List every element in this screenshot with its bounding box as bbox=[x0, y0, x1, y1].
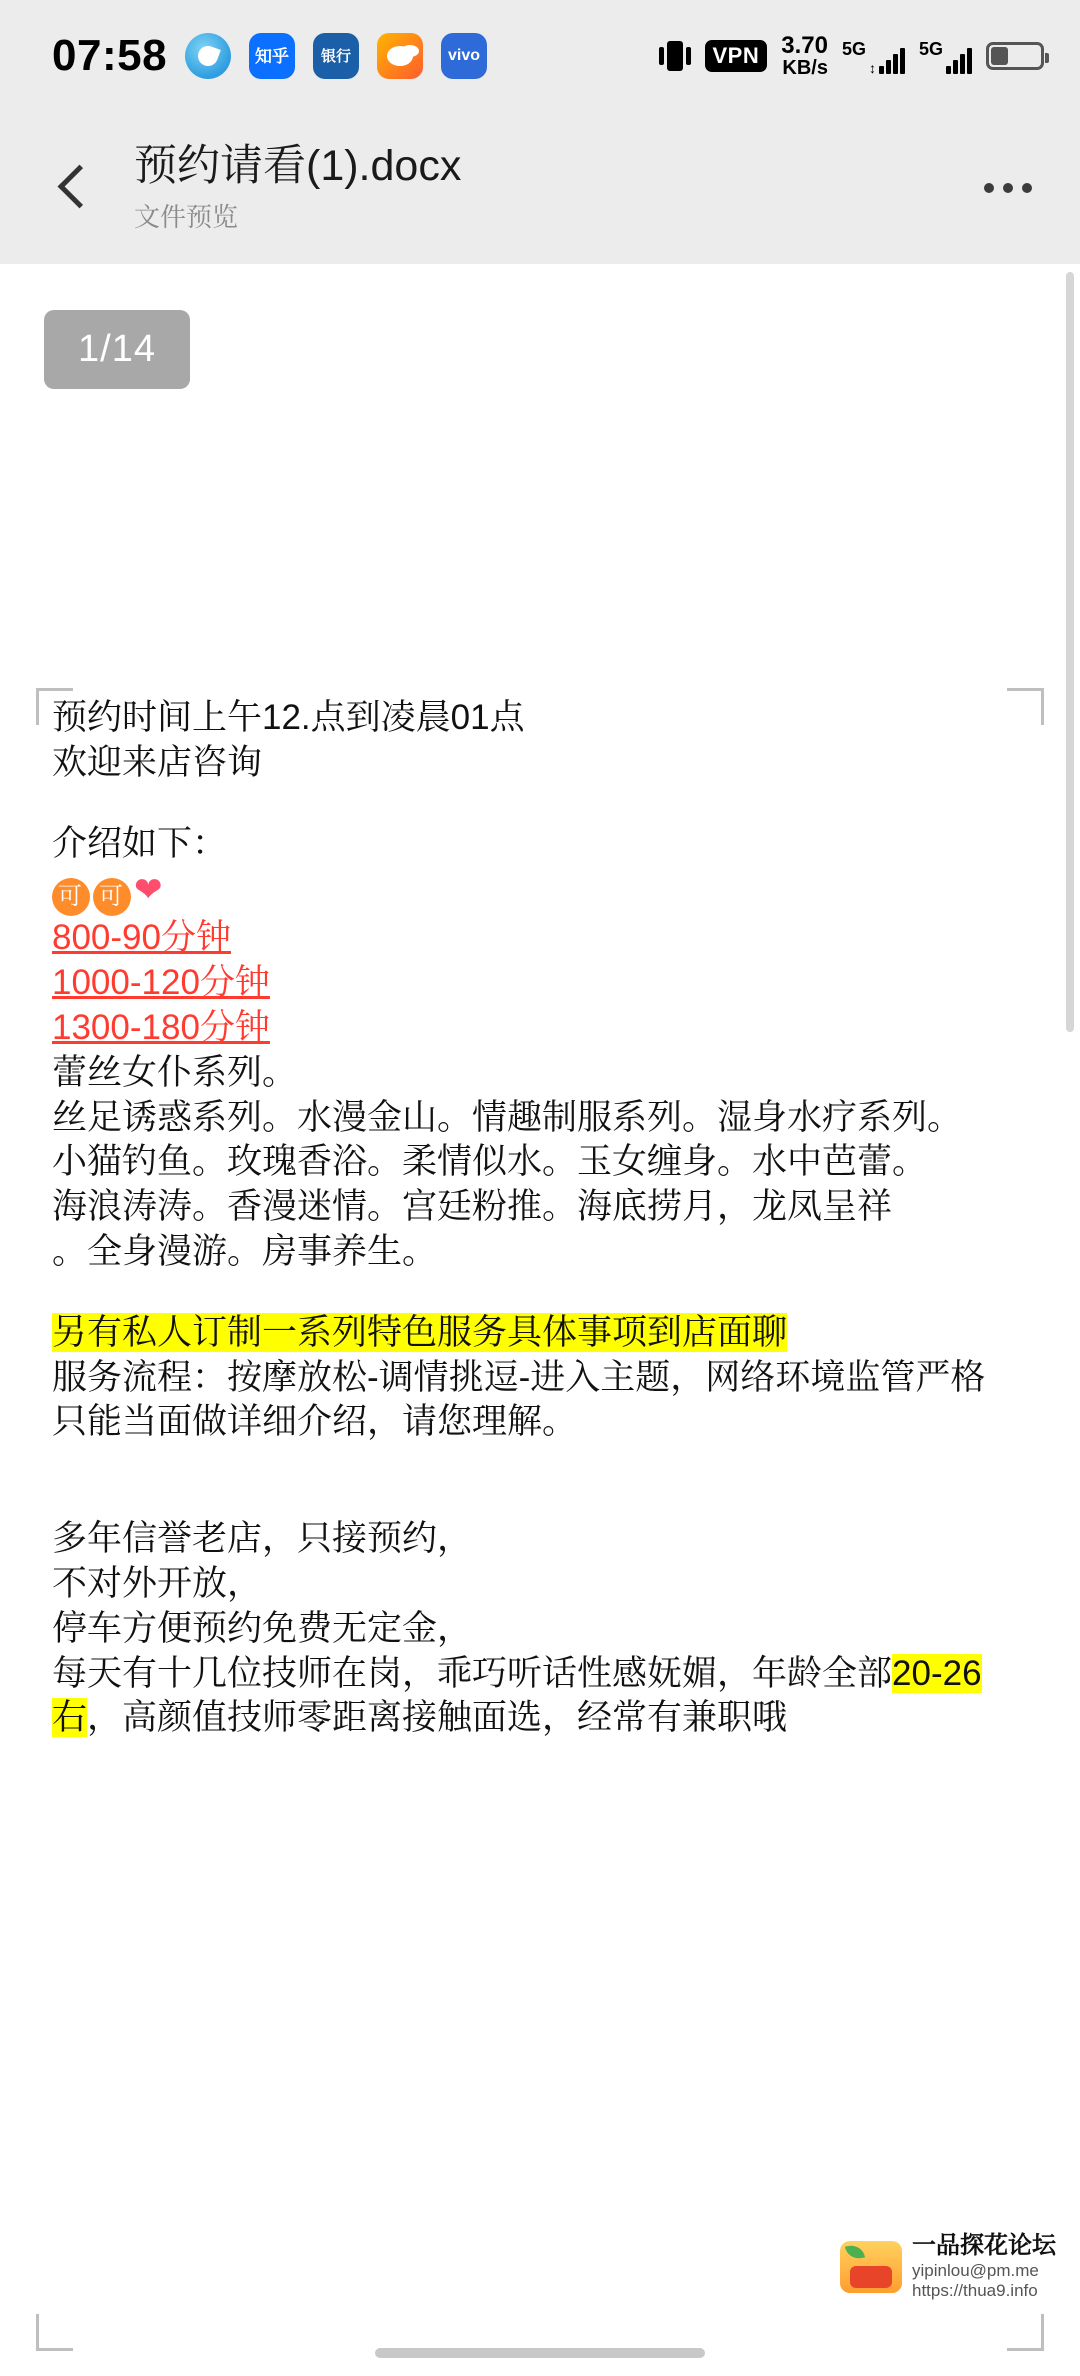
page-corner-bottom-left bbox=[36, 2314, 73, 2351]
signal-icon-sim1 bbox=[842, 39, 905, 74]
doc-line-11: 只能当面做详细介绍，请您理解。 bbox=[52, 1402, 578, 1442]
heart-icon: ❤ bbox=[134, 871, 165, 910]
vibrate-mode-icon bbox=[659, 41, 691, 71]
status-bar-right bbox=[659, 33, 1045, 79]
more-options-icon[interactable] bbox=[978, 165, 1038, 211]
browser-icon bbox=[185, 33, 231, 79]
doc-line-10: 服务流程：按摩放松-调情挑逗-进入主题，网络环境监管严格 bbox=[52, 1357, 986, 1397]
doc-price-line-3: 1300-180分钟 bbox=[52, 1007, 270, 1047]
app-header bbox=[0, 112, 1080, 264]
doc-line-1: 预约时间上午12.点到凌晨01点 bbox=[52, 698, 525, 737]
signal-sim2-label: 5G bbox=[918, 38, 943, 59]
vivo-icon: vivo bbox=[441, 33, 487, 79]
page-indicator-badge: 1/14 bbox=[44, 310, 190, 389]
doc-highlight-age: 20-26 bbox=[892, 1653, 982, 1693]
ke-badge-icon-2: 可 bbox=[93, 878, 131, 916]
doc-line-13: 不对外开放， bbox=[52, 1563, 263, 1603]
watermark-text bbox=[912, 2231, 1056, 2302]
signal-sim1-label: 5G bbox=[841, 38, 866, 59]
status-clock: 07:58 bbox=[52, 31, 168, 80]
zhihu-icon: 知乎 bbox=[249, 33, 295, 79]
watermark-title: 一品探花论坛 bbox=[912, 2232, 1056, 2260]
ke-badge-icon-1: 可 bbox=[52, 878, 90, 916]
battery-icon bbox=[986, 42, 1044, 70]
vertical-scrollbar[interactable] bbox=[1066, 272, 1074, 1032]
doc-highlight-line bbox=[52, 1311, 1080, 1356]
status-bar bbox=[0, 0, 1080, 112]
bank-app-icon: 银行 bbox=[313, 33, 359, 79]
doc-highlight-text-2: 右 bbox=[52, 1698, 88, 1738]
doc-blank-line-3 bbox=[52, 1445, 1080, 1481]
network-speed-unit: KB/s bbox=[782, 57, 828, 80]
watermark-logo-icon bbox=[840, 2241, 902, 2293]
network-speed-value: 3.70 bbox=[781, 31, 828, 59]
doc-line-16 bbox=[52, 1696, 1080, 1741]
data-arrows-icon: ↕ bbox=[868, 59, 876, 76]
doc-emoji-line bbox=[52, 866, 1080, 916]
watermark-url: https://thua9.info bbox=[912, 2281, 1038, 2301]
network-speed bbox=[781, 33, 828, 79]
page-title: 预约请看(1).docx bbox=[134, 141, 462, 190]
doc-highlight-text-1: 另有私人订制一系列特色服务具体事项到店面聊 bbox=[52, 1312, 788, 1352]
doc-line-12: 多年信誉老店，只接预约， bbox=[52, 1519, 473, 1559]
doc-line-4: 蕾丝女仆系列。 bbox=[52, 1052, 298, 1092]
signal-icon-sim2 bbox=[919, 39, 972, 74]
doc-line-8: 。全身漫游。房事养生。 bbox=[52, 1231, 438, 1271]
doc-line-3: 介绍如下： bbox=[52, 823, 228, 863]
document-preview[interactable] bbox=[0, 264, 1080, 2376]
status-bar-left bbox=[52, 31, 487, 81]
home-indicator[interactable] bbox=[375, 2348, 705, 2358]
signal-bars-sim1 bbox=[879, 48, 905, 74]
doc-line-14: 停车方便预约免费无定金， bbox=[52, 1608, 473, 1648]
back-icon[interactable] bbox=[46, 159, 104, 217]
page-subtitle: 文件预览 bbox=[134, 202, 239, 233]
doc-price-line-1: 800-90分钟 bbox=[52, 918, 231, 958]
doc-line-7: 海浪涛涛。香漫迷情。宫廷粉推。海底捞月，龙凤呈祥 bbox=[52, 1187, 893, 1227]
signal-bars-sim2 bbox=[946, 48, 972, 74]
doc-line-15-prefix: 每天有十几位技师在岗，乖巧听话性感妩媚，年龄全部 bbox=[52, 1653, 893, 1693]
doc-line-16-rest: ，高颜值技师零距离接触面选，经常有兼职哦 bbox=[87, 1698, 788, 1738]
watermark-email: yipinlou@pm.me bbox=[912, 2260, 1039, 2280]
page-corner-bottom-right bbox=[1007, 2314, 1044, 2351]
doc-blank-line-4 bbox=[52, 1481, 1080, 1517]
doc-price-line-2: 1000-120分钟 bbox=[52, 963, 270, 1003]
vpn-icon: VPN bbox=[705, 40, 768, 72]
doc-line-5: 丝足诱惑系列。水漫金山。情趣制服系列。湿身水疗系列。 bbox=[52, 1097, 963, 1137]
document-text bbox=[52, 696, 1080, 1741]
header-titles bbox=[134, 142, 978, 234]
doc-line-15 bbox=[52, 1652, 1080, 1697]
watermark bbox=[840, 2231, 1056, 2302]
doc-line-2: 欢迎来店咨询 bbox=[52, 742, 263, 782]
doc-blank-line-1 bbox=[52, 786, 1080, 822]
doc-blank-line-2 bbox=[52, 1275, 1080, 1311]
doc-line-6: 小猫钓鱼。玫瑰香浴。柔情似水。玉女缠身。水中芭蕾。 bbox=[52, 1142, 928, 1182]
weibo-icon bbox=[377, 33, 423, 79]
